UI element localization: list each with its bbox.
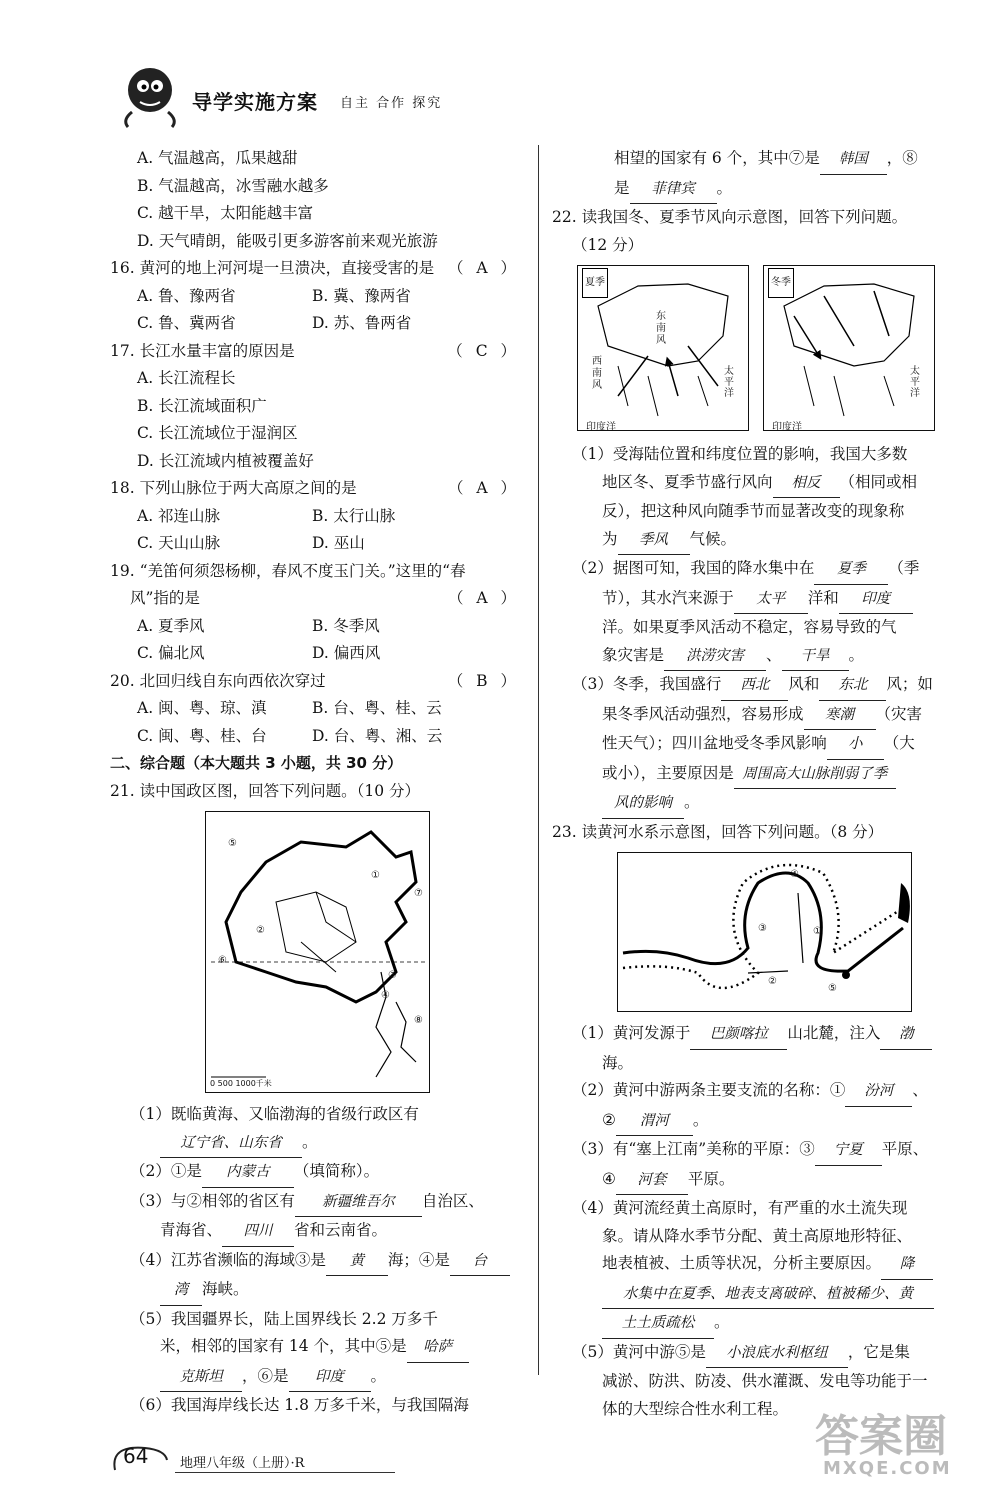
- footer-rule: [175, 1472, 395, 1473]
- map-mark-8: ⑧: [414, 1015, 423, 1026]
- q22-part1-answer1: 相反: [773, 470, 840, 499]
- q22-part1-line2: 地区冬、夏季节盛行风向 相反 （相同或相: [552, 469, 957, 499]
- watermark: [815, 1400, 990, 1490]
- q22-part3-answer3: 寒潮: [804, 702, 876, 731]
- q20-options-row1: A. 闽、粤、琼、滇 B. 台、粤、桂、云: [137, 699, 442, 717]
- q23-part4-answer3: 土土质疏松: [602, 1310, 714, 1339]
- q23-part1-line2: 海。: [602, 1053, 634, 1072]
- q22-part3-line5: 风的影响 。: [552, 789, 957, 819]
- map-mark-2: ②: [256, 925, 265, 936]
- q21-part5-line2: 米，相邻的国家有 14 个，其中⑤是 哈萨: [110, 1333, 520, 1363]
- q19-stem-line2: 风”指的是 （ A ）: [110, 585, 520, 613]
- q19-options-row2: C. 偏北风 D. 偏西风: [137, 644, 381, 662]
- q19-options-row1: A. 夏季风 B. 冬季风: [137, 616, 380, 635]
- q22-part1-line3: 反），把这种风向随季节而显著改变的现象称: [602, 502, 905, 520]
- q22-part3: （3）冬季，我国盛行 西北 风和 东北 风；如: [552, 671, 957, 701]
- q15-option-c: C. 越干旱，太阳能越丰富: [137, 204, 314, 222]
- q22-part2-answer5: 干旱: [782, 643, 849, 672]
- page-header: [110, 62, 910, 122]
- q21-part3-answer2: 四川: [222, 1218, 294, 1247]
- q17-option: B. 长江流域面积广: [137, 396, 267, 415]
- q23-part5-line3: 体的大型综合性水利工程。: [602, 1399, 789, 1418]
- q21-part6-cont2: 是 菲律宾 。: [552, 175, 957, 205]
- right-column: [552, 145, 957, 1423]
- yellow-river-map: [617, 852, 912, 1012]
- mascot-logo-icon: [110, 62, 190, 132]
- q19-stem-line1: 19. “羌笛何须怨杨柳，春风不度玉门关。”这里的“春: [110, 561, 466, 580]
- q16-answer: （ A ）: [447, 259, 520, 277]
- china-political-map: [205, 811, 430, 1093]
- q21-part6-answer2: 菲律宾: [630, 176, 717, 205]
- q22-part1-answer2: 季风: [618, 527, 690, 556]
- q23-part3-answer2: 河套: [616, 1167, 688, 1196]
- summer-wind-sw: 西南风: [592, 356, 602, 391]
- q23-part3-answer1: 宁夏: [815, 1137, 882, 1166]
- q23-part5-answer: 小浪底水利枢纽: [706, 1340, 848, 1369]
- watermark-logo: 答案圈: [815, 1411, 947, 1462]
- q16-options-row2: C. 鲁、冀两省 D. 苏、鲁两省: [137, 314, 412, 332]
- q22-part3-answer4: 小: [827, 731, 884, 760]
- river-mark-5: ⑤: [828, 983, 837, 994]
- q23-part5: （5）黄河中游⑤是 小浪底水利枢纽 ，它是集: [552, 1339, 957, 1369]
- q23-part1-answer2: 渤: [880, 1021, 932, 1050]
- winter-label: 冬季: [768, 268, 794, 298]
- header-subtitle: 自主 合作 探究: [340, 96, 443, 111]
- q22-part1-line4: 为 季风 气候。: [552, 526, 957, 556]
- q23-part4-answer2: 水集中在夏季、地表支离破碎、植被稀少、黄: [602, 1281, 934, 1310]
- q23-part4-line5: 土土质疏松 。: [552, 1309, 957, 1339]
- q21-part4-line2: 湾 海峡。: [110, 1276, 520, 1306]
- q23-part2: （2）黄河中游两条主要支流的名称：① 汾河 、: [552, 1077, 957, 1107]
- q22-part2: （2）据图可知，我国的降水集中在 夏季 （季: [552, 555, 957, 585]
- summer-wind-se: 东南风: [656, 311, 666, 346]
- q15-option-b: B. 气温越高，冰雪融水越多: [137, 176, 329, 195]
- winter-wind-map: [763, 265, 935, 431]
- q17-option: D. 长江流域内植被覆盖好: [137, 451, 314, 470]
- q21-part1-answer-line: 辽宁省、山东省 。: [110, 1129, 520, 1159]
- q20-stem: 20. 北回归线自东向西依次穿过 （ B ）: [110, 668, 520, 696]
- q17-answer: （ C ）: [447, 341, 520, 360]
- book-title: 地理八年级（上册）·R: [180, 1456, 305, 1471]
- map-mark-6: ⑥: [218, 955, 227, 966]
- q22-part3-answer1: 西北: [721, 672, 788, 701]
- q21-part4: （4）江苏省濒临的海域③是 黄 海；④是 台: [110, 1247, 520, 1277]
- q23-part3: （3）有“塞上江南”美称的平原：③ 宁夏 平原、: [552, 1136, 957, 1166]
- map-mark-4: ④: [381, 990, 390, 1001]
- q21-part3-answer1: 新疆维吾尔: [295, 1189, 422, 1218]
- river-mark-4: ④: [790, 869, 799, 880]
- q18-options-row2: C. 天山山脉 D. 巫山: [137, 534, 365, 552]
- q21-part5-answer3: 印度: [289, 1364, 371, 1393]
- q23-part5-line2: 减淤、防洪、防凌、供水灌溉、发电等功能于一: [602, 1372, 928, 1390]
- q22-part2-answer2: 太平: [734, 586, 808, 615]
- q23-part4-answer1: 降: [881, 1251, 933, 1280]
- map-mark-3: ③: [388, 970, 397, 981]
- q21-part3-line2: 青海省、 四川 省和云南省。: [110, 1217, 520, 1247]
- q22-part2-answer1: 夏季: [814, 556, 888, 585]
- q21-part4-answer3: 湾: [160, 1277, 202, 1306]
- q21-part6-cont: 相望的国家有 6 个，其中⑦是 韩国 ，⑧: [552, 145, 957, 175]
- summer-ocean-pacific: 太平洋: [724, 366, 734, 399]
- left-column: [110, 145, 520, 1420]
- q21-part3: （3）与②相邻的省区有 新疆维吾尔 自治区、: [110, 1188, 520, 1218]
- q22-part2-line4: 象灾害是 洪涝灾害 、 干旱 。: [552, 642, 957, 672]
- q21-part4-answer1: 黄: [326, 1248, 388, 1277]
- q23-part4-line3: 地表植被、土质等状况，分析主要原因。 降: [552, 1250, 957, 1280]
- summer-wind-map: [577, 265, 749, 431]
- q19-answer: （ A ）: [447, 589, 520, 607]
- q21-part5: （5）我国疆界长，陆上国界线长 2.2 万多千: [130, 1309, 438, 1328]
- q21-part1-answer: 辽宁省、山东省: [160, 1130, 302, 1159]
- map-scale: 0 500 1000千米: [210, 1079, 272, 1088]
- q18-answer: （ A ）: [447, 479, 520, 497]
- q21-part5-answer2: 克斯坦: [160, 1364, 242, 1393]
- map-mark-1: ①: [371, 870, 380, 881]
- q23-part3-line2: ④ 河套 平原。: [552, 1166, 957, 1196]
- q23-part2-answer1: 汾河: [845, 1078, 912, 1107]
- page-footer: [105, 1440, 405, 1480]
- q23-part2-answer2: 渭河: [616, 1108, 693, 1137]
- watermark-url: MXQE.COM: [823, 1458, 952, 1479]
- winter-ocean-indian: 印度洋: [772, 422, 802, 433]
- q21-part5-line3: 克斯坦 ，⑥是 印度 。: [110, 1363, 520, 1393]
- q22-stem-line2: （12 分）: [572, 235, 644, 254]
- q16-stem: 16. 黄河的地上河河堤一旦溃决，直接受害的是 （ A ）: [110, 255, 520, 283]
- header-title: 导学实施方案: [192, 90, 318, 114]
- column-divider: [538, 145, 539, 1375]
- q23-part4-line4: [552, 1280, 957, 1310]
- q21-part5-answer1: 哈萨: [407, 1334, 469, 1363]
- q15-option-d: D. 天气晴朗，能吸引更多游客前来观光旅游: [137, 231, 438, 250]
- q18-options-row1: A. 祁连山脉 B. 太行山脉: [137, 506, 396, 525]
- q15-option-a: A. 气温越高，瓜果越甜: [137, 149, 298, 167]
- section-heading: 二、综合题（本大题共 3 小题，共 30 分）: [110, 754, 403, 772]
- q23-part1: （1）黄河发源于 巴颜喀拉 山北麓，注入 渤: [552, 1020, 957, 1050]
- q22-part3-answer6: 风的影响: [602, 790, 684, 819]
- q22-part2-answer4: 洪涝灾害: [664, 643, 766, 672]
- q20-answer: （ B ）: [447, 671, 520, 690]
- river-mark-1: ①: [813, 926, 822, 937]
- q22-part2-answer3: 印度: [839, 586, 913, 615]
- map-mark-5: ⑤: [228, 838, 237, 849]
- q22-stem-line1: 22. 读我国冬、夏季节风向示意图，回答下列问题。: [552, 208, 908, 226]
- q20-options-row2: C. 闽、粤、桂、台 D. 台、粤、湘、云: [137, 726, 443, 745]
- q22-part2-line2: 节），其水汽来源于 太平 洋和 印度: [552, 585, 957, 615]
- q22-part3-line3: 性天气）；四川盆地受冬季风影响 小 （大: [552, 730, 957, 760]
- q22-part3-line2: 果冬季风活动强烈，容易形成 寒潮 （灾害: [552, 701, 957, 731]
- summer-label: 夏季: [582, 268, 608, 298]
- q22-part3-answer5: 周围高大山脉削弱了季: [734, 761, 896, 790]
- q23-part4-line2: 象。请从降水季节分配、黄土高原地形特征、: [602, 1226, 913, 1245]
- summer-ocean-indian: 印度洋: [586, 422, 616, 433]
- map-mark-7: ⑦: [414, 888, 423, 899]
- river-mark-3: ③: [758, 923, 767, 934]
- river-mark-2: ②: [768, 976, 777, 987]
- q23-part1-answer1: 巴颜喀拉: [690, 1021, 787, 1050]
- q17-option: A. 长江流程长: [137, 369, 236, 387]
- q23-stem: 23. 读黄河水系示意图，回答下列问题。（8 分）: [552, 822, 884, 841]
- q23-part2-line2: ② 渭河 。: [552, 1107, 957, 1137]
- q23-part4: （4）黄河流经黄土高原时，有严重的水土流失现: [572, 1199, 908, 1217]
- q21-part2: （2）①是 内蒙古 （填简称）。: [110, 1158, 520, 1188]
- china-map-drawing: [206, 812, 428, 1091]
- q21-part6-answer1: 韩国: [820, 146, 887, 175]
- q21-part1: （1）既临黄海、又临渤海的省级行政区有: [130, 1105, 419, 1123]
- q22-part3-answer2: 东北: [819, 672, 886, 701]
- q21-part6: （6）我国海岸线长达 1.8 万多千米，与我国隔海: [130, 1396, 469, 1414]
- q22-part2-line3: 洋。如果夏季风活动不稳定，容易导致的气: [602, 618, 897, 636]
- q17-stem: 17. 长江水量丰富的原因是 （ C ）: [110, 338, 520, 366]
- q22-part1: （1）受海陆位置和纬度位置的影响，我国大多数: [572, 445, 908, 463]
- q21-stem: 21. 读中国政区图，回答下列问题。（10 分）: [110, 781, 420, 800]
- q21-part2-answer: 内蒙古: [202, 1159, 294, 1188]
- q18-stem: 18. 下列山脉位于两大高原之间的是 （ A ）: [110, 475, 520, 503]
- q17-option: C. 长江流域位于湿润区: [137, 424, 298, 442]
- page-number: 64: [123, 1444, 149, 1468]
- q22-part3-line4: 或小），主要原因是 周围高大山脉削弱了季: [552, 760, 957, 790]
- monsoon-maps: [577, 265, 957, 437]
- q16-options-row1: A. 鲁、豫两省 B. 冀、豫两省: [137, 286, 411, 305]
- q21-part4-answer2: 台: [450, 1248, 510, 1277]
- winter-ocean-pacific: 太平洋: [910, 366, 920, 399]
